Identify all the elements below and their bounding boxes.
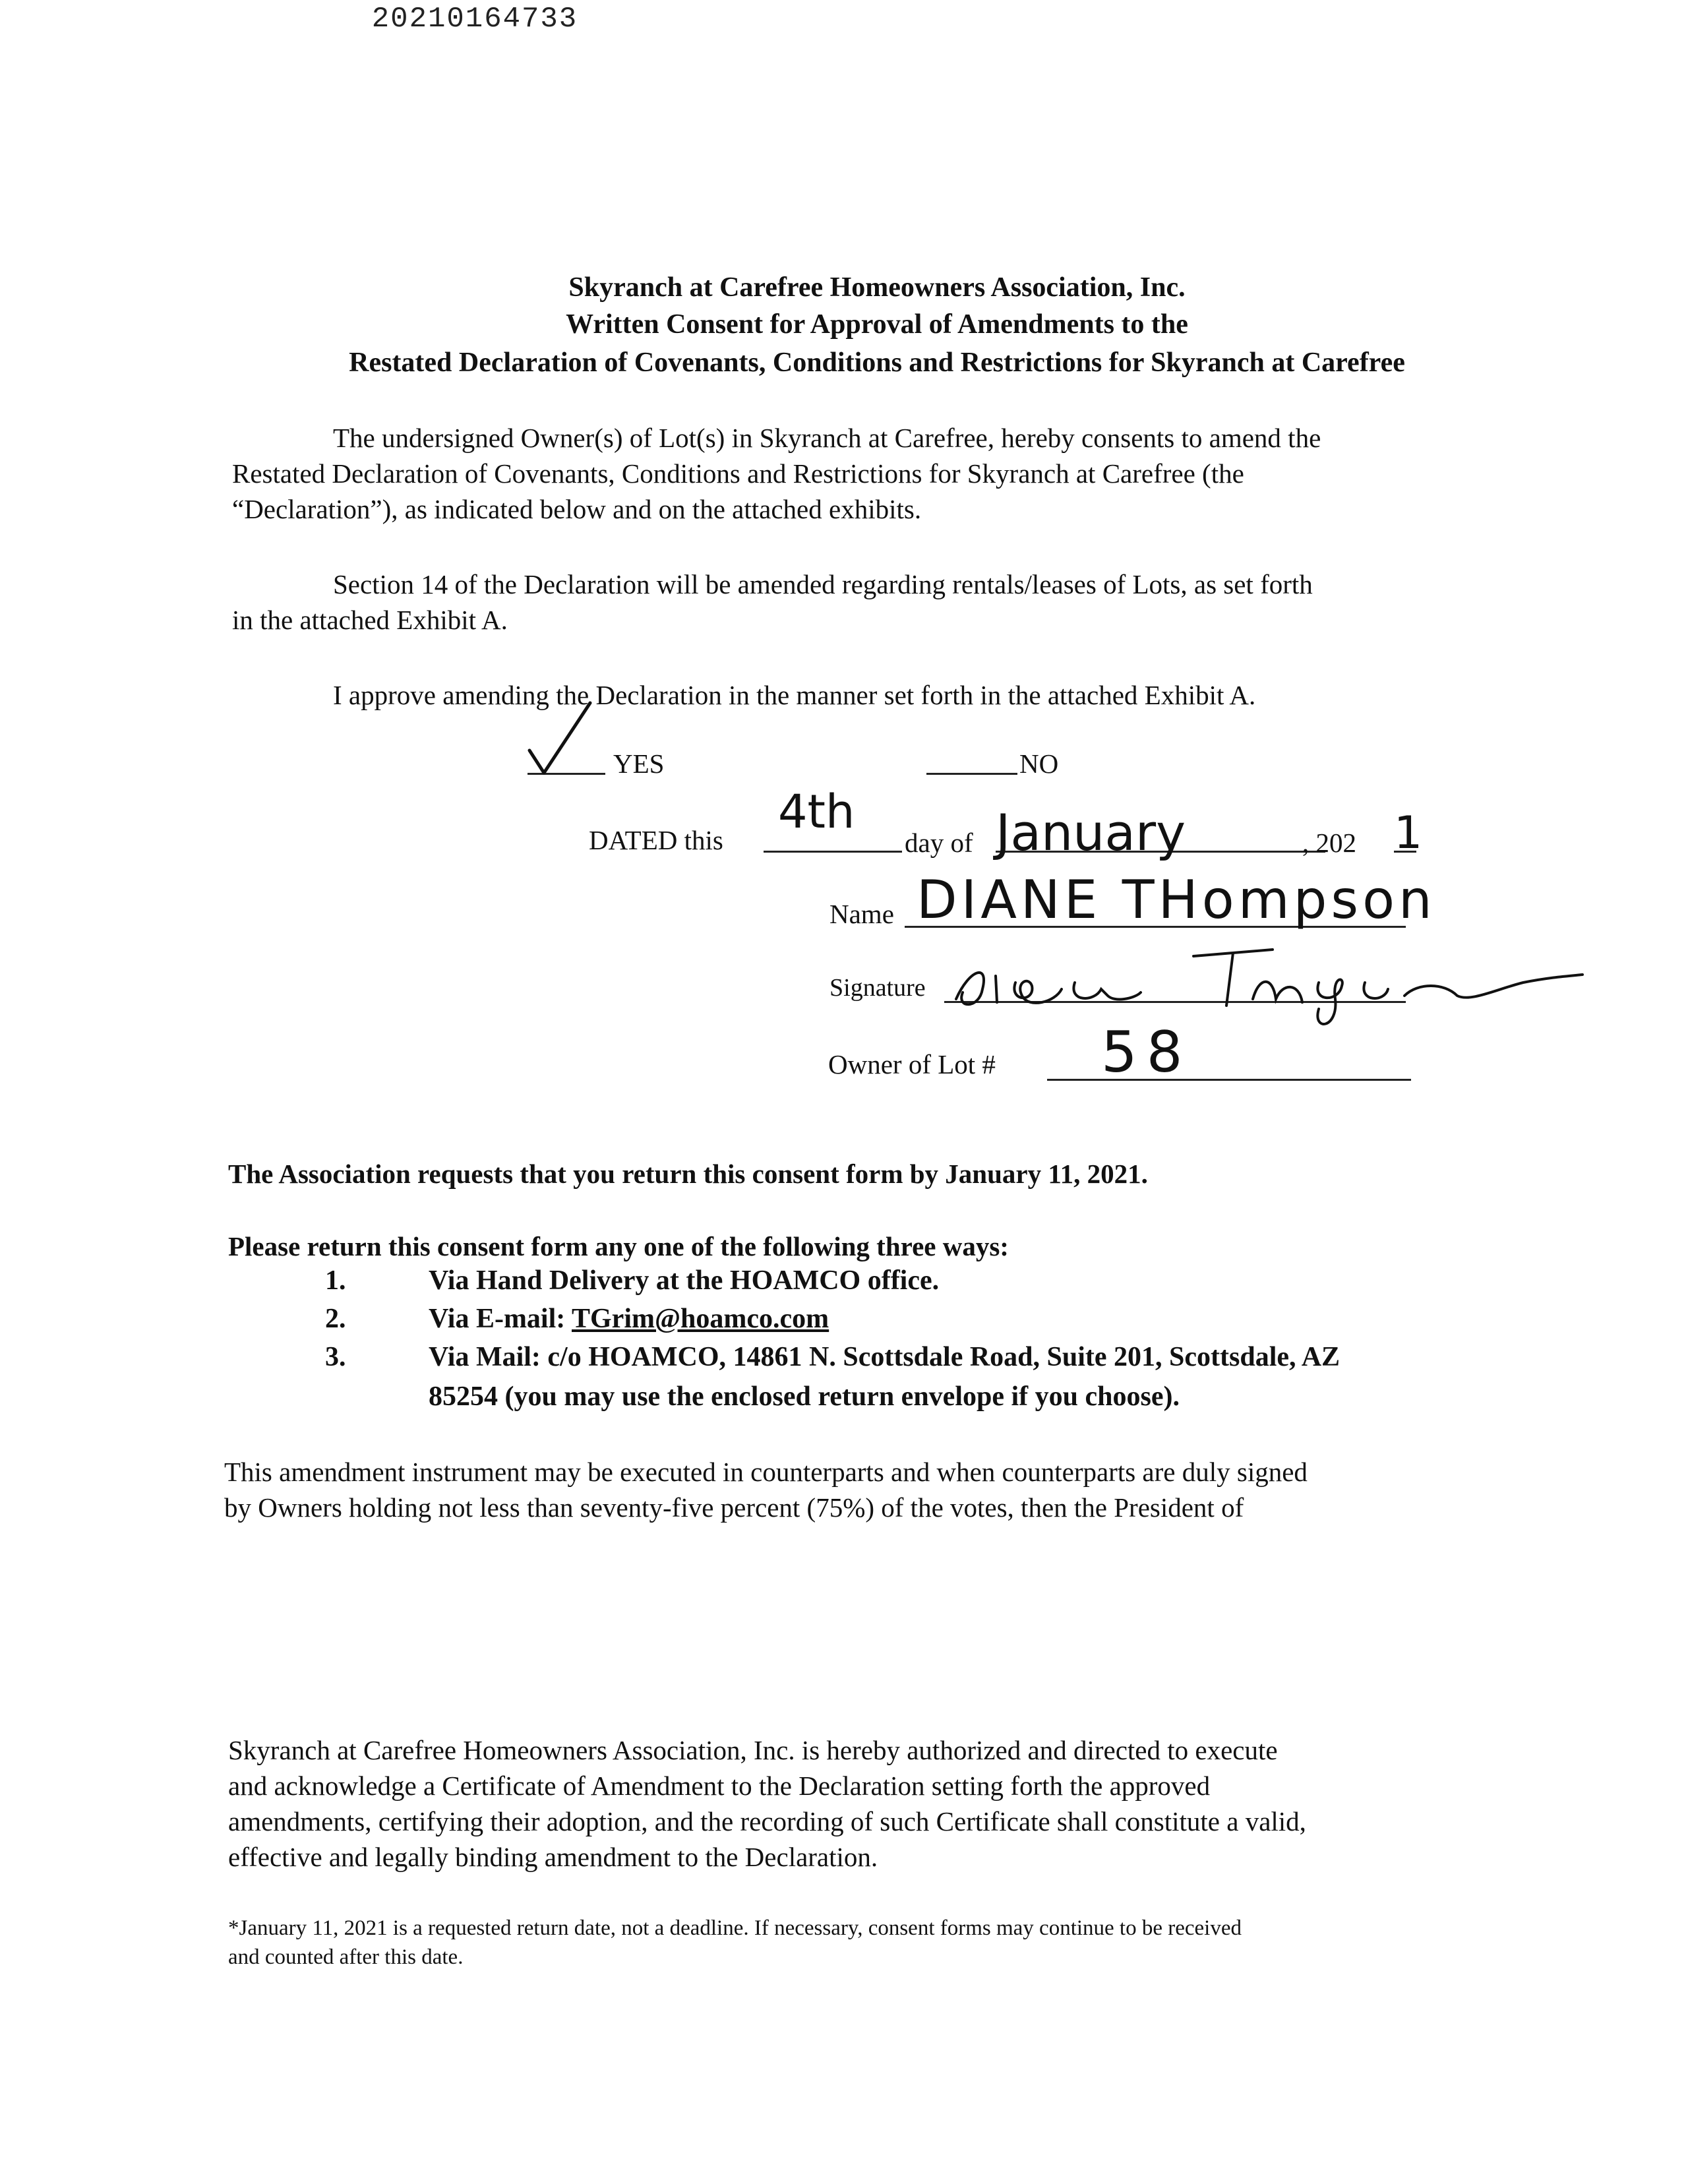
handwritten-signature-icon [943, 936, 1589, 1035]
list-num-2: 2. [325, 1304, 346, 1334]
yes-label: YES [613, 748, 665, 779]
title-line-1: Skyranch at Carefree Homeowners Association, Inc. [568, 272, 1186, 303]
lot-label: Owner of Lot # [828, 1049, 996, 1079]
checkmark-icon [524, 699, 597, 778]
dated-prefix: DATED this [589, 825, 723, 855]
signature-label: Signature [829, 974, 926, 1002]
list-item-mail-cont: 85254 (you may use the enclosed return envelope if you choose). [429, 1381, 1180, 1412]
list-item-hand-delivery: Via Hand Delivery at the HOAMCO office. [429, 1265, 940, 1296]
year-prefix: , 202 [1302, 828, 1356, 858]
authorize-line-1: Skyranch at Carefree Homeowners Association, Inc. is hereby authorized and directed to execute [228, 1735, 1278, 1765]
counterparts-line-1: This amendment instrument may be executed in counterparts and when counterparts are duly signed [224, 1457, 1308, 1487]
counterparts-line-2: by Owners holding not less than seventy-five percent (75%) of the votes, then the President of [224, 1492, 1244, 1523]
authorize-line-3: amendments, certifying their adoption, and the recording of such Certificate shall constitute a valid, [228, 1806, 1306, 1836]
return-ways-heading: Please return this consent form any one of the following three ways: [228, 1231, 1009, 1261]
section-line-2: in the attached Exhibit A. [232, 605, 508, 635]
intro-line-3: “Declaration”), as indicated below and on the attached exhibits. [232, 494, 922, 524]
record-number: 20210164733 [371, 3, 578, 36]
title-line-2: Written Consent for Approval of Amendments to the [566, 309, 1188, 340]
year-handwritten: 1 [1394, 807, 1423, 859]
intro-line-1: The undersigned Owner(s) of Lot(s) in Skyranch at Carefree, hereby consents to amend the [333, 423, 1321, 453]
day-blank[interactable] [764, 851, 902, 853]
title-line-3: Restated Declaration of Covenants, Conditions and Restrictions for Skyranch at Carefree [349, 348, 1405, 378]
no-blank[interactable] [926, 773, 1017, 775]
lot-handwritten: 58 [1101, 1019, 1192, 1085]
footnote-line-1: *January 11, 2021 is a requested return date, not a deadline. If necessary, consent forms may continue to be received [228, 1916, 1242, 1940]
authorize-line-2: and acknowledge a Certificate of Amendment to the Declaration setting forth the approved [228, 1771, 1211, 1801]
email-link[interactable]: TGrim@hoamco.com [572, 1304, 829, 1334]
authorize-line-4: effective and legally binding amendment to the Declaration. [228, 1842, 878, 1872]
section-line-1: Section 14 of the Declaration will be amended regarding rentals/leases of Lots, as set forth [333, 569, 1313, 599]
intro-line-2: Restated Declaration of Covenants, Conditions and Restrictions for Skyranch at Carefree (the [232, 458, 1244, 489]
no-label: NO [1019, 748, 1059, 779]
list-item-mail: Via Mail: c/o HOAMCO, 14861 N. Scottsdale Road, Suite 201, Scottsdale, AZ [429, 1342, 1341, 1372]
approve-statement: I approve amending the Declaration in the manner set forth in the attached Exhibit A. [333, 680, 1256, 710]
day-of-label: day of [905, 828, 973, 858]
month-handwritten: January [996, 803, 1186, 862]
list-item-email [429, 1300, 829, 1337]
footnote-line-2: and counted after this date. [228, 1945, 464, 1969]
name-label: Name [829, 899, 894, 929]
list-num-1: 1. [325, 1265, 346, 1296]
list-num-3: 3. [325, 1342, 346, 1372]
day-handwritten: 4th [778, 785, 855, 839]
name-handwritten: DIANE THompson [917, 869, 1436, 930]
email-label: Via E-mail: [429, 1304, 572, 1334]
return-request: The Association requests that you return this consent form by January 11, 2021. [228, 1159, 1148, 1189]
